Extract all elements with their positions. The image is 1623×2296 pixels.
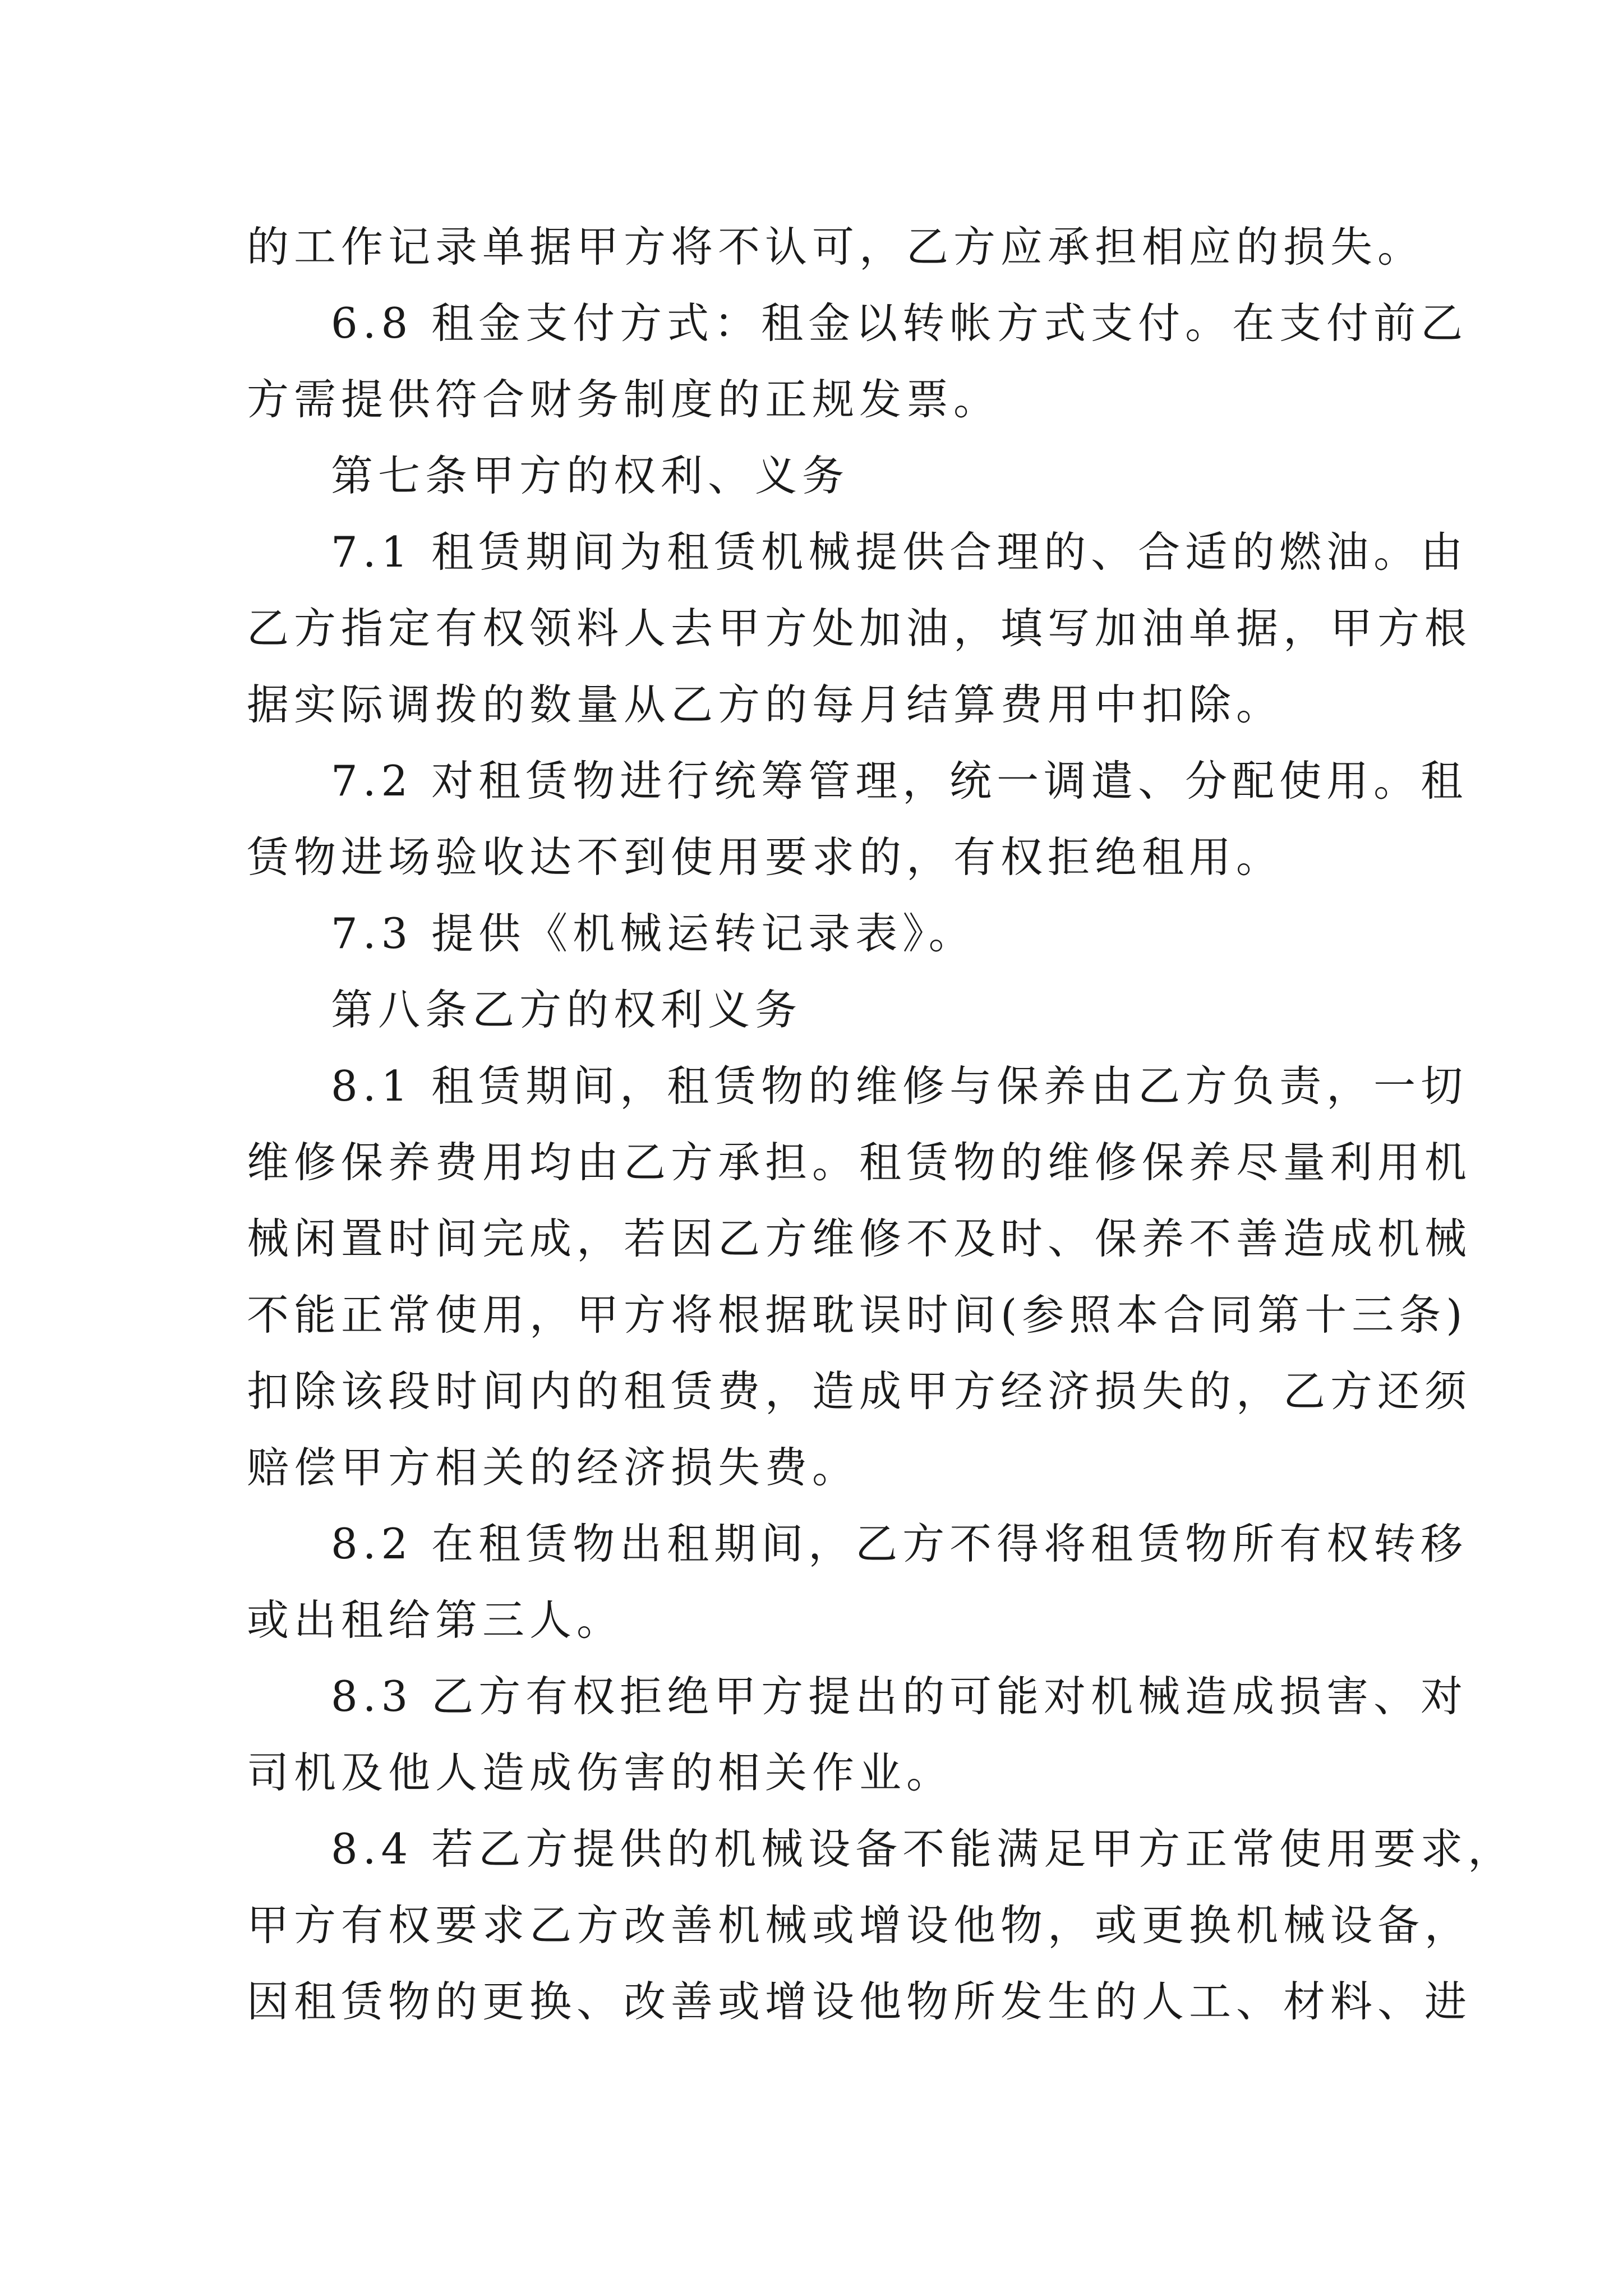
text-line: 方需提供符合财务制度的正规发票。 xyxy=(247,375,1001,424)
text-line: 甲方有权要求乙方改善机械或增设他物，或更换机械设备， xyxy=(247,1901,1472,1950)
text-line: 械闲置时间完成，若因乙方维修不及时、保养不善造成机械 xyxy=(247,1214,1472,1263)
text-line: 赁物进场验收达不到使用要求的，有权拒绝租用。 xyxy=(247,832,1284,882)
section-heading: 第七条甲方的权利、义务 xyxy=(331,451,850,500)
text-line: 8.2 在租赁物出租期间，乙方不得将租赁物所有权转移 xyxy=(331,1519,1468,1568)
text-line: 8.4 若乙方提供的机械设备不能满足甲方正常使用要求， xyxy=(331,1824,1515,1874)
text-line: 7.1 租赁期间为租赁机械提供合理的、合适的燃油。由 xyxy=(331,527,1468,577)
text-line: 扣除该段时间内的租赁费，造成甲方经济损失的，乙方还须 xyxy=(247,1366,1472,1416)
text-line: 因租赁物的更换、改善或增设他物所发生的人工、材料、进 xyxy=(247,1977,1472,2026)
text-line: 6.8 租金支付方式：租金以转帐方式支付。在支付前乙 xyxy=(331,298,1468,348)
text-line: 或出租给第三人。 xyxy=(247,1595,624,1645)
text-line: 不能正常使用，甲方将根据耽误时间(参照本合同第十三条) xyxy=(247,1290,1468,1340)
text-line: 的工作记录单据甲方将不认可，乙方应承担相应的损失。 xyxy=(247,222,1425,272)
section-heading: 第八条乙方的权利义务 xyxy=(331,985,803,1034)
text-line: 据实际调拨的数量从乙方的每月结算费用中扣除。 xyxy=(247,680,1284,729)
text-line: 8.3 乙方有权拒绝甲方提出的可能对机械造成损害、对 xyxy=(331,1672,1468,1721)
text-line: 8.1 租赁期间，租赁物的维修与保养由乙方负责，一切 xyxy=(331,1061,1468,1111)
text-line: 维修保养费用均由乙方承担。租赁物的维修保养尽量利用机 xyxy=(247,1138,1472,1187)
text-line: 7.2 对租赁物进行统筹管理，统一调遣、分配使用。租 xyxy=(331,756,1468,806)
contract-body xyxy=(247,209,1515,2040)
text-line: 7.3 提供《机械运转记录表》。 xyxy=(331,909,976,958)
text-line: 司机及他人造成伤害的相关作业。 xyxy=(247,1748,954,1797)
text-line: 乙方指定有权领料人去甲方处加油，填写加油单据，甲方根 xyxy=(247,604,1472,653)
text-line: 赔偿甲方相关的经济损失费。 xyxy=(247,1443,860,1492)
